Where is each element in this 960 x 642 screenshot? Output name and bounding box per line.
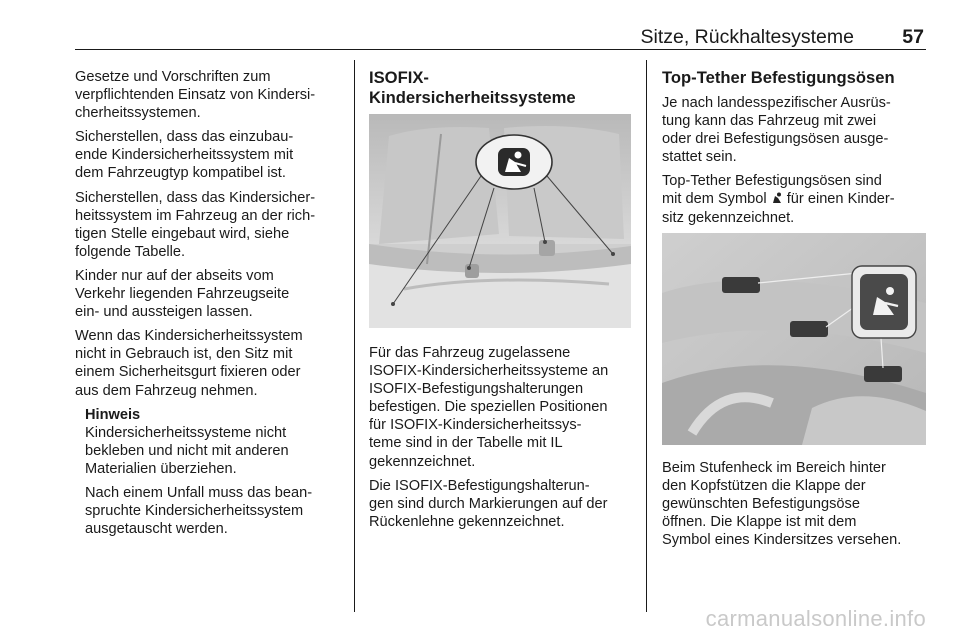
- text-line: ausgetauscht werden.: [85, 521, 228, 538]
- page-header: [75, 26, 926, 50]
- text-line: bekleben und nicht mit anderen: [85, 442, 289, 459]
- anchor-flap: [790, 321, 828, 337]
- isofix-seat-illustration: [369, 114, 631, 328]
- paragraph-isofix-attach: [369, 344, 631, 471]
- text-line: Gesetze und Vorschriften zum: [75, 69, 271, 85]
- text-fragment: für einen Kinder-: [786, 191, 895, 208]
- text-line: Symbol eines Kindersitzes versehen.: [662, 532, 902, 549]
- paragraph-tether-symbol: [662, 172, 926, 226]
- text-line: Rückenlehne gekennzeichnet.: [369, 513, 565, 530]
- note-paragraph-1: [85, 424, 347, 478]
- text-line: dem Fahrzeugtyp kompatibel ist.: [75, 165, 286, 182]
- text-fragment: mit dem Symbol: [662, 191, 767, 208]
- top-tether-illustration: [662, 233, 926, 445]
- heading-line: ISOFIX-: [369, 68, 429, 87]
- header-title: Sitze, Rückhaltesysteme: [640, 26, 854, 48]
- child-seat-icon: [771, 192, 783, 204]
- note-title: Hinweis: [85, 406, 141, 423]
- text-line: heitssystem im Fahrzeug an der rich-: [75, 207, 316, 224]
- paragraph-laws: [75, 68, 347, 122]
- column-divider-right: [646, 60, 647, 612]
- isofix-anchor: [539, 240, 555, 256]
- paragraph-unused-seat: [75, 327, 347, 399]
- text-line: einem Sicherheitsgurt fixieren oder: [75, 364, 301, 381]
- watermark: carmanualsonline.info: [705, 606, 926, 631]
- text-line: tung kann das Fahrzeug mit zwei: [662, 113, 877, 130]
- text-line: für ISOFIX-Kindersicherheitssys-: [369, 417, 582, 434]
- text-line: aus dem Fahrzeug nehmen.: [75, 382, 258, 399]
- top-tether-heading: Top-Tether Befestigungsösen: [662, 68, 895, 87]
- text-line: Nach einem Unfall muss das bean-: [85, 484, 313, 501]
- column-right: [662, 68, 926, 555]
- isofix-anchor: [465, 264, 479, 278]
- paragraph-tether-count: [662, 94, 926, 166]
- text-line: ein- und aussteigen lassen.: [75, 304, 253, 321]
- text-line: Sicherstellen, dass das Kindersicher-: [75, 189, 316, 206]
- paragraph-installation: [75, 189, 347, 261]
- note-box: [75, 406, 347, 539]
- paragraph-isofix-markings: [369, 477, 631, 531]
- text-line: Top-Tether Befestigungsösen sind: [662, 173, 882, 190]
- text-line: sitz gekennzeichnet.: [662, 209, 795, 226]
- anchor-flap: [864, 366, 902, 382]
- text-line: verpflichtenden Einsatz von Kindersi-: [75, 87, 316, 104]
- text-line: öffnen. Die Klappe ist mit dem: [662, 513, 857, 530]
- paragraph-boarding: [75, 267, 347, 321]
- paragraph-tether-access: [662, 459, 926, 549]
- text-line: ende Kindersicherheitssystem mit: [75, 147, 294, 164]
- text-line: spruchte Kindersicherheitssystem: [85, 503, 304, 520]
- text-line: Beim Stufenheck im Bereich hinter: [662, 459, 886, 476]
- text-line: nicht in Gebrauch ist, den Sitz mit: [75, 346, 293, 363]
- text-line: Je nach landesspezifischer Ausrüs-: [662, 95, 891, 111]
- text-line: gen sind durch Markierungen auf der: [369, 495, 608, 512]
- anchor-flap: [722, 277, 760, 293]
- text-line: Kindersicherheitssysteme nicht: [85, 424, 287, 441]
- column-left: [75, 68, 347, 544]
- column-divider-left: [354, 60, 355, 612]
- text-line: befestigen. Die speziellen Positionen: [369, 399, 608, 416]
- text-line: stattet sein.: [662, 149, 737, 166]
- text-line: ISOFIX-Befestigungshalterungen: [369, 381, 584, 398]
- text-line: Sicherstellen, dass das einzubau-: [75, 129, 294, 146]
- heading-line: Kindersicherheitssysteme: [369, 88, 576, 107]
- text-line: Für das Fahrzeug zugelassene: [369, 345, 571, 361]
- text-line: Kinder nur auf der abseits vom: [75, 267, 274, 284]
- text-line: Wenn das Kindersicherheitssystem: [75, 328, 303, 345]
- paragraph-compatibility: [75, 128, 347, 182]
- child-seat-icon: [498, 148, 530, 176]
- text-line: Materialien überziehen.: [85, 460, 237, 477]
- text-line: den Kopfstützen die Klappe der: [662, 477, 866, 494]
- text-line: Die ISOFIX-Befestigungshalterun-: [369, 477, 590, 494]
- text-line: Verkehr liegenden Fahrzeugseite: [75, 286, 290, 303]
- note-paragraph-2: [85, 484, 347, 538]
- text-line: tigen Stelle eingebaut wird, siehe: [75, 225, 290, 242]
- text-line: teme sind in der Tabelle mit IL: [369, 435, 563, 452]
- text-line: gewünschten Befestigungsöse: [662, 495, 860, 512]
- isofix-heading: [369, 68, 631, 108]
- text-line: folgende Tabelle.: [75, 243, 186, 260]
- text-line: ISOFIX-Kindersicherheitssysteme an: [369, 363, 609, 380]
- column-middle: [369, 68, 631, 537]
- text-line: cherheitssystemen.: [75, 105, 201, 122]
- page-number: 57: [902, 26, 924, 48]
- text-line: gekennzeichnet.: [369, 453, 476, 470]
- text-line: oder drei Befestigungsösen ausge-: [662, 131, 889, 148]
- text-line-with-symbol: [662, 190, 926, 208]
